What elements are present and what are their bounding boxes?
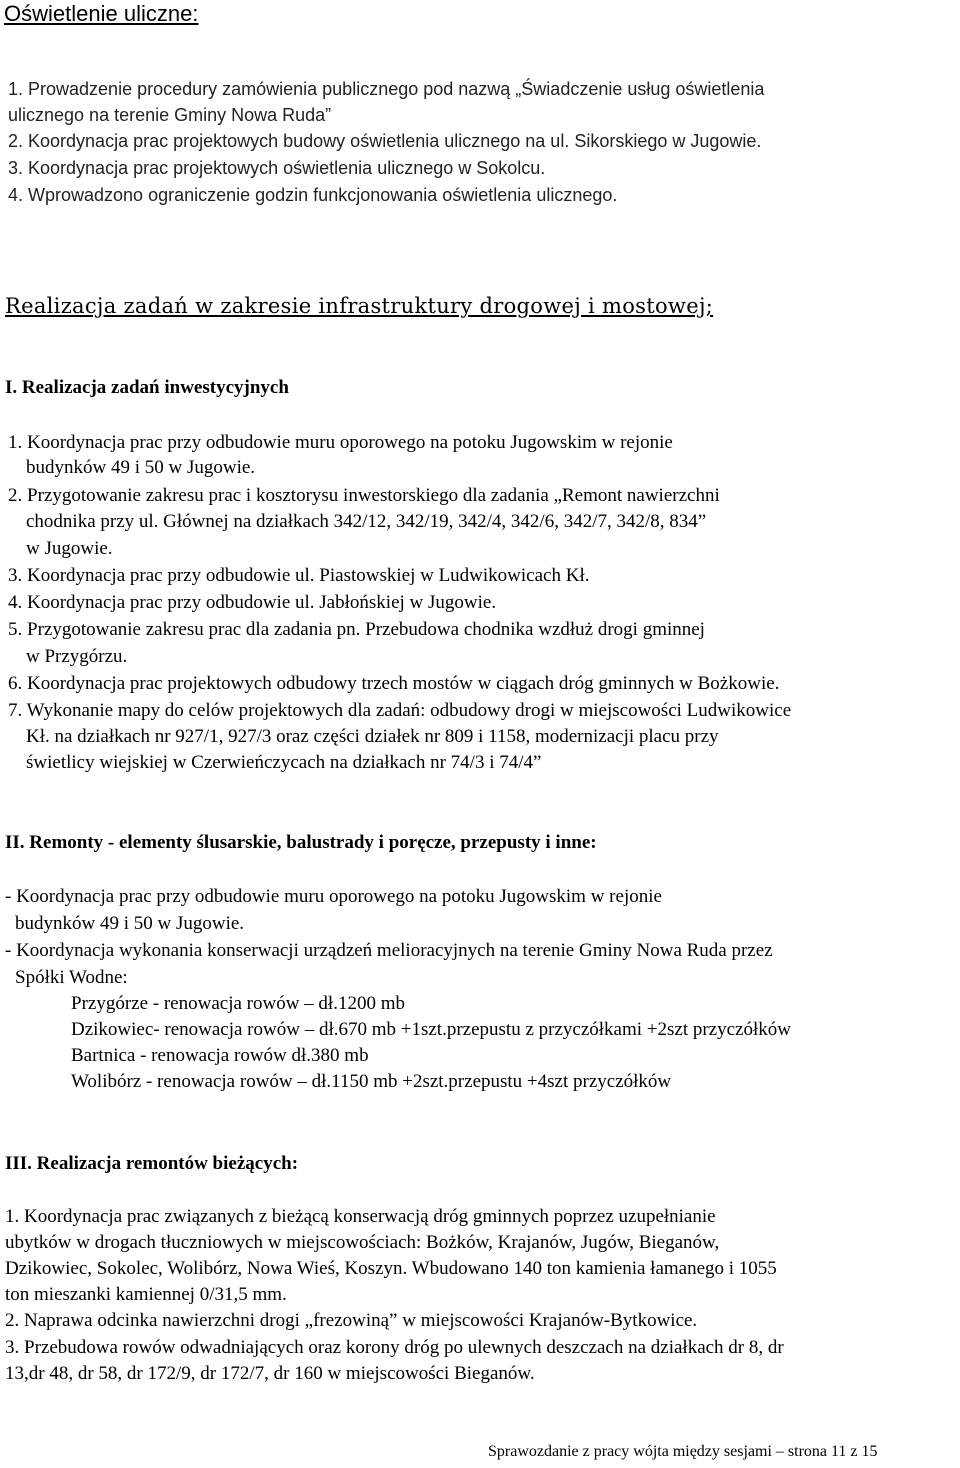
- repairs-line: Przygórze - renowacja rowów – dł.1200 mb: [71, 993, 405, 1014]
- street-lighting-line-4: 3. Koordynacja prac projektowych oświetlenia ulicznego w Sokolcu.: [8, 158, 546, 178]
- current-repairs-line: 3. Przebudowa rowów odwadniających oraz korony dróg po ulewnych deszczach na działkach dr 8, dr: [5, 1337, 784, 1358]
- investments-line: w Jugowie.: [26, 538, 113, 559]
- repairs-line: Bartnica - renowacja rowów dł.380 mb: [71, 1045, 369, 1066]
- street-lighting-heading: Oświetlenie uliczne:: [4, 1, 199, 26]
- investments-heading: I. Realizacja zadań inwestycyjnych: [5, 377, 289, 398]
- investments-line: 3. Koordynacja prac przy odbudowie ul. Piastowskiej w Ludwikowicach Kł.: [8, 565, 590, 586]
- repairs-line: Dzikowiec- renowacja rowów – dł.670 mb +1szt.przepustu z przyczółkami +2szt przyczółków: [71, 1019, 791, 1040]
- investments-line: w Przygórzu.: [26, 646, 128, 667]
- repairs-heading: II. Remonty - elementy ślusarskie, balustrady i poręcze, przepusty i inne:: [5, 832, 597, 853]
- investments-line: 7. Wykonanie mapy do celów projektowych dla zadań: odbudowy drogi w miejscowości Ludwikowice: [8, 700, 792, 721]
- current-repairs-line: 2. Naprawa odcinka nawierzchni drogi „frezowiną” w miejscowości Krajanów-Bytkowice.: [5, 1310, 698, 1331]
- investments-line: chodnika przy ul. Głównej na działkach 342/12, 342/19, 342/4, 342/6, 342/7, 342/8, 834”: [26, 511, 707, 532]
- street-lighting-line-1: 1. Prowadzenie procedury zamówienia publicznego pod nazwą „Świadczenie usług oświetlenia: [8, 79, 765, 99]
- repairs-line: budynków 49 i 50 w Jugowie.: [15, 913, 245, 934]
- investments-line: świetlicy wiejskiej w Czerwieńczycach na działkach nr 74/3 i 74/4”: [26, 752, 542, 773]
- current-repairs-line: ubytków w drogach tłuczniowych w miejscowościach: Bożków, Krajanów, Jugów, Bieganów,: [5, 1232, 720, 1253]
- current-repairs-line: Dzikowiec, Sokolec, Wolibórz, Nowa Wieś, Koszyn. Wbudowano 140 ton kamienia łamanego i 1055: [5, 1258, 777, 1279]
- street-lighting-line-5: 4. Wprowadzono ograniczenie godzin funkcjonowania oświetlenia ulicznego.: [8, 185, 618, 205]
- investments-line: Kł. na działkach nr 927/1, 927/3 oraz części działek nr 809 i 1158, modernizacji placu przy: [26, 726, 719, 747]
- current-repairs-line: 1. Koordynacja prac związanych z bieżącą konserwacją dróg gminnych poprzez uzupełnianie: [5, 1206, 716, 1227]
- repairs-line: - Koordynacja prac przy odbudowie muru oporowego na potoku Jugowskim w rejonie: [5, 886, 662, 907]
- roads-heading: Realizacja zadań w zakresie infrastruktury drogowej i mostowej;: [5, 294, 714, 318]
- current-repairs-line: 13,dr 48, dr 58, dr 172/9, dr 172/7, dr 160 w miejscowości Bieganów.: [5, 1363, 535, 1384]
- investments-line: 2. Przygotowanie zakresu prac i kosztorysu inwestorskiego dla zadania „Remont nawierzchni: [8, 485, 720, 506]
- current-repairs-heading: III. Realizacja remontów bieżących:: [5, 1153, 299, 1174]
- street-lighting-line-3: 2. Koordynacja prac projektowych budowy oświetlenia ulicznego na ul. Sikorskiego w Jugowie.: [8, 131, 762, 151]
- current-repairs-line: ton mieszanki kamiennej 0/31,5 mm.: [5, 1284, 287, 1305]
- investments-line: 1. Koordynacja prac przy odbudowie muru oporowego na potoku Jugowskim w rejonie: [8, 432, 673, 453]
- investments-line: budynków 49 i 50 w Jugowie.: [26, 457, 256, 478]
- street-lighting-line-2: ulicznego na terenie Gminy Nowa Ruda”: [8, 105, 332, 125]
- investments-line: 6. Koordynacja prac projektowych odbudowy trzech mostów w ciągach dróg gminnych w Bożkowie.: [8, 673, 780, 694]
- repairs-line: Spółki Wodne:: [15, 967, 128, 988]
- repairs-line: - Koordynacja wykonania konserwacji urządzeń melioracyjnych na terenie Gminy Nowa Ruda przez: [5, 940, 773, 961]
- investments-line: 5. Przygotowanie zakresu prac dla zadania pn. Przebudowa chodnika wzdłuż drogi gminnej: [8, 619, 705, 640]
- page-footer: Sprawozdanie z pracy wójta między sesjami – strona 11 z 15: [488, 1443, 878, 1460]
- investments-line: 4. Koordynacja prac przy odbudowie ul. Jabłońskiej w Jugowie.: [8, 592, 497, 613]
- repairs-line: Wolibórz - renowacja rowów – dł.1150 mb +2szt.przepustu +4szt przyczółków: [71, 1071, 672, 1092]
